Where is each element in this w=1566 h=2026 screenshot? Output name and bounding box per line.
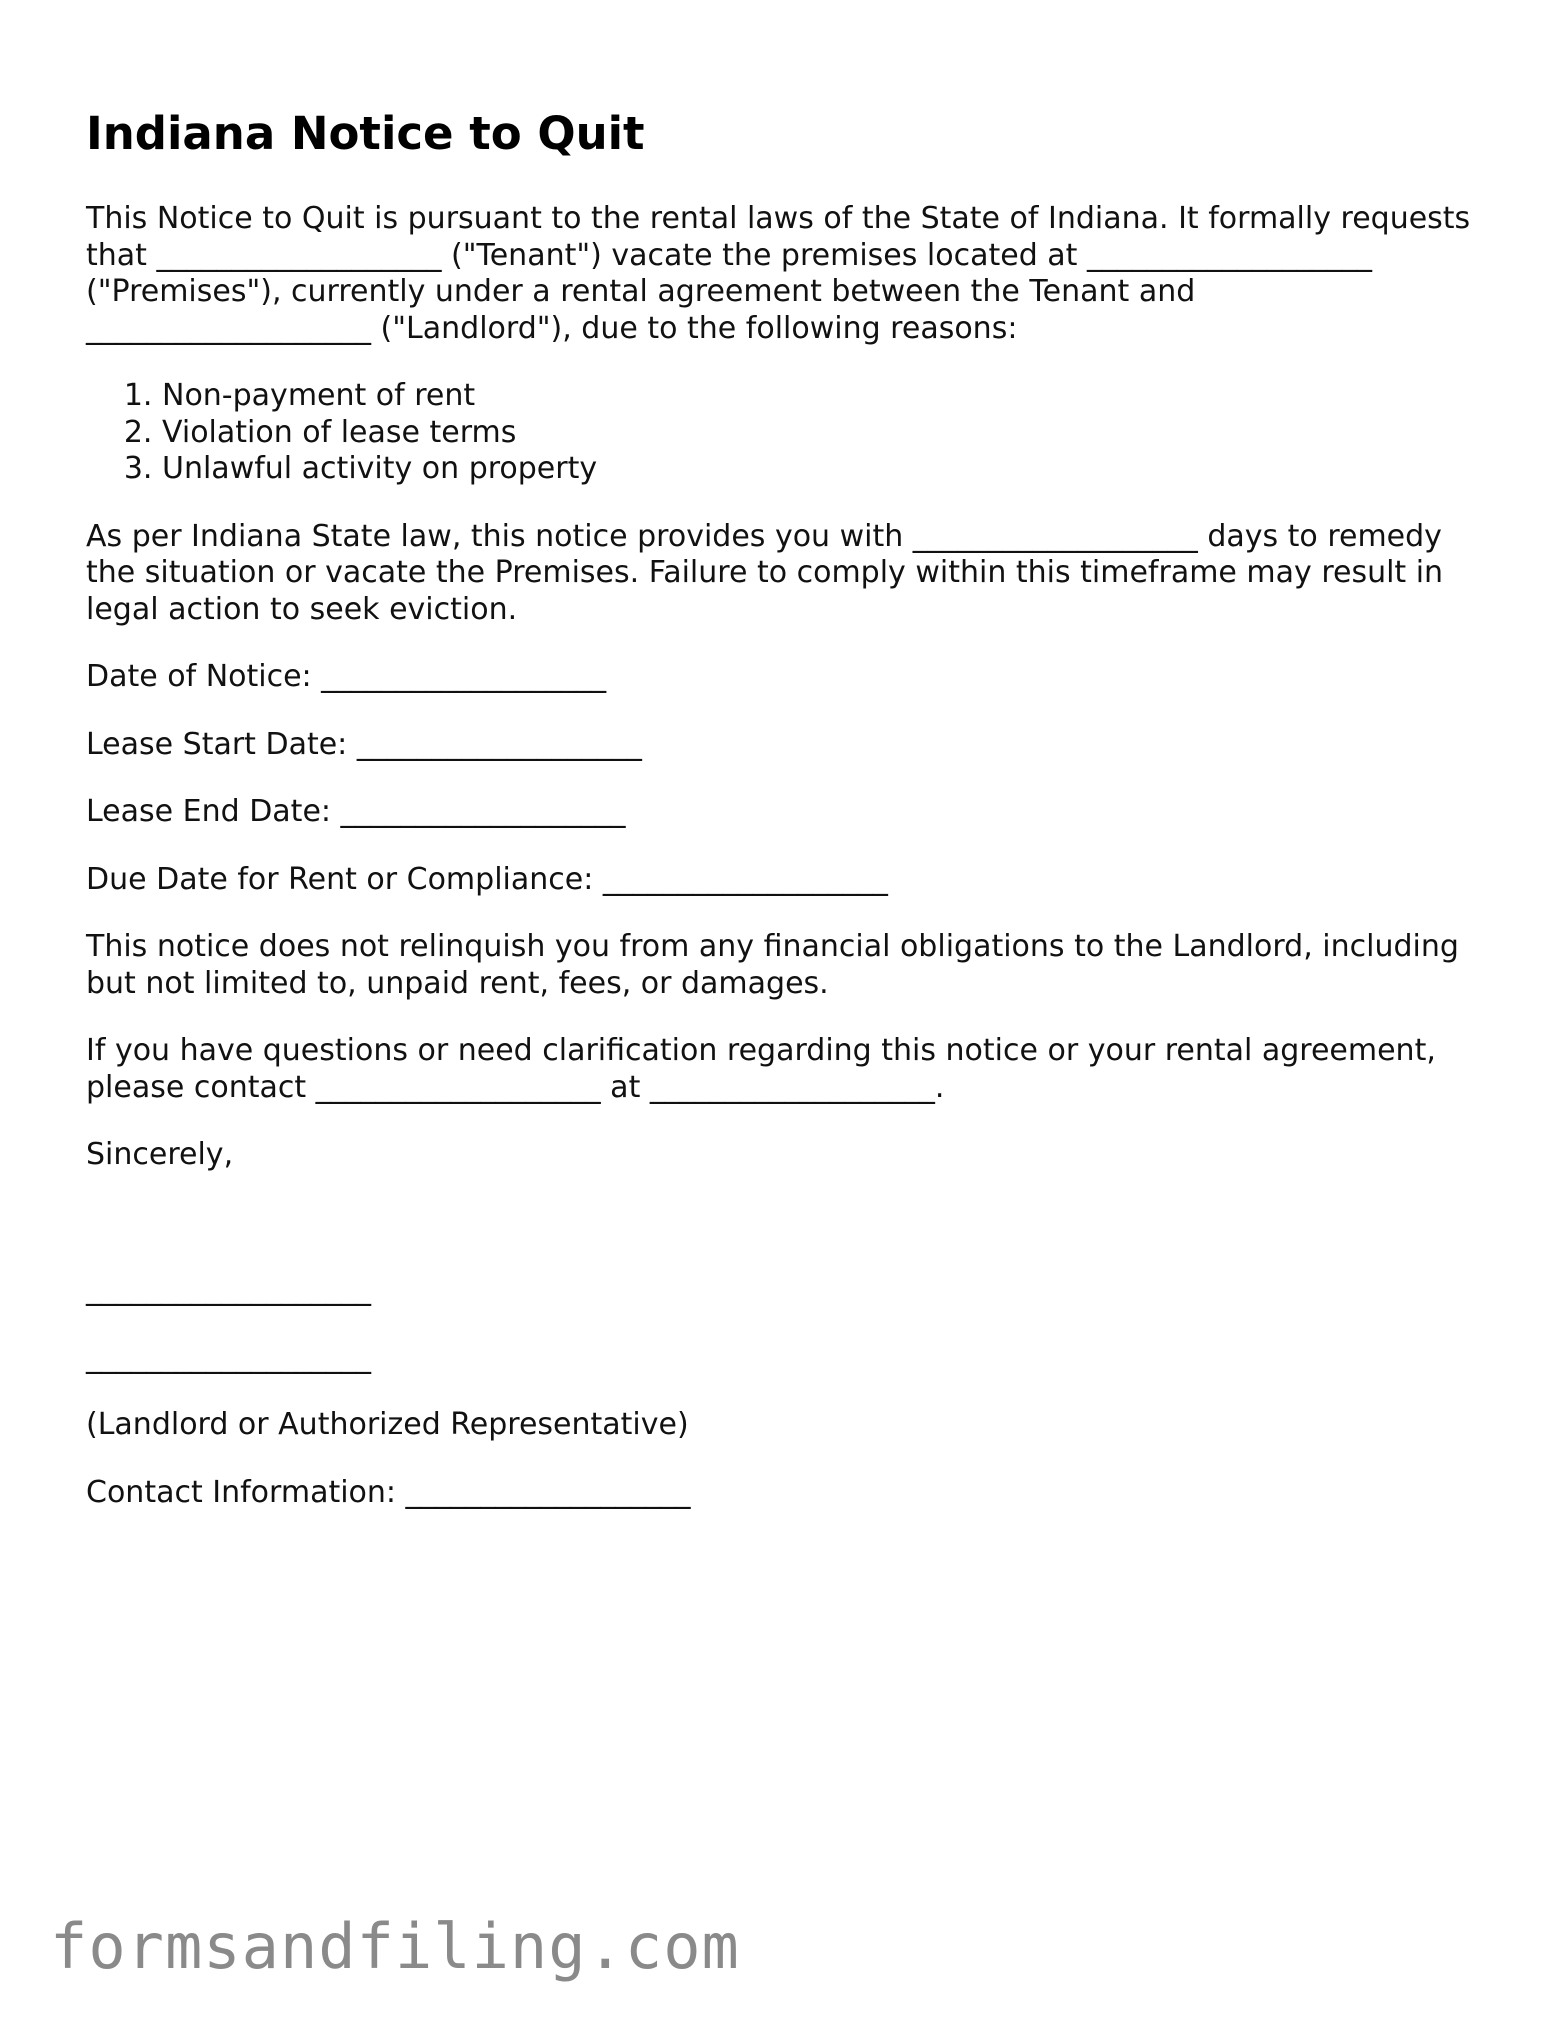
date-of-notice-field: Date of Notice: ___________________ [86, 659, 607, 694]
salutation: Sincerely, [86, 1137, 234, 1172]
signer-role: (Landlord or Authorized Representative) [86, 1407, 689, 1442]
document-page [86, 104, 1486, 1542]
list-item: 3. Unlawful activity on property [162, 451, 1486, 488]
name-line: ___________________ [86, 1339, 371, 1375]
signature-line: ___________________ [86, 1272, 371, 1307]
questions-paragraph: If you have questions or need clarification regarding this notice or your rental agreement, please contact ___________________ at ___________________. [86, 1033, 1436, 1105]
list-item: 1. Non-payment of rent [162, 378, 1486, 415]
intro-paragraph: This Notice to Quit is pursuant to the rental laws of the State of Indiana. It formally requests that ___________________ ("Tenant") vacate the premises located at ___________________ ("Premises"), currently under a rental agreement between the Tenant and ___________________ ("Landlord"), due to the following reasons: [86, 201, 1471, 346]
remedy-paragraph: As per Indiana State law, this notice provides you with ___________________ days to remedy the situation or vacate the Premises. Failure to comply within this timeframe may result in legal action to seek eviction. [86, 518, 1444, 627]
obligations-paragraph: This notice does not relinquish you from any financial obligations to the Landlord, including but not limited to, unpaid rent, fees, or damages. [86, 929, 1459, 1001]
due-date-field: Due Date for Rent or Compliance: ___________________ [86, 861, 888, 897]
lease-end-date-field: Lease End Date: ___________________ [86, 794, 626, 829]
contact-information-field: Contact Information: ___________________ [86, 1474, 691, 1510]
reasons-list [86, 378, 1486, 488]
signature-spacer [86, 1205, 1486, 1242]
watermark: formsandfiling.com [50, 1910, 740, 1983]
page-title: Indiana Notice to Quit [86, 107, 645, 160]
list-item: 2. Violation of lease terms [162, 415, 1486, 452]
lease-start-date-field: Lease Start Date: ___________________ [86, 726, 642, 762]
